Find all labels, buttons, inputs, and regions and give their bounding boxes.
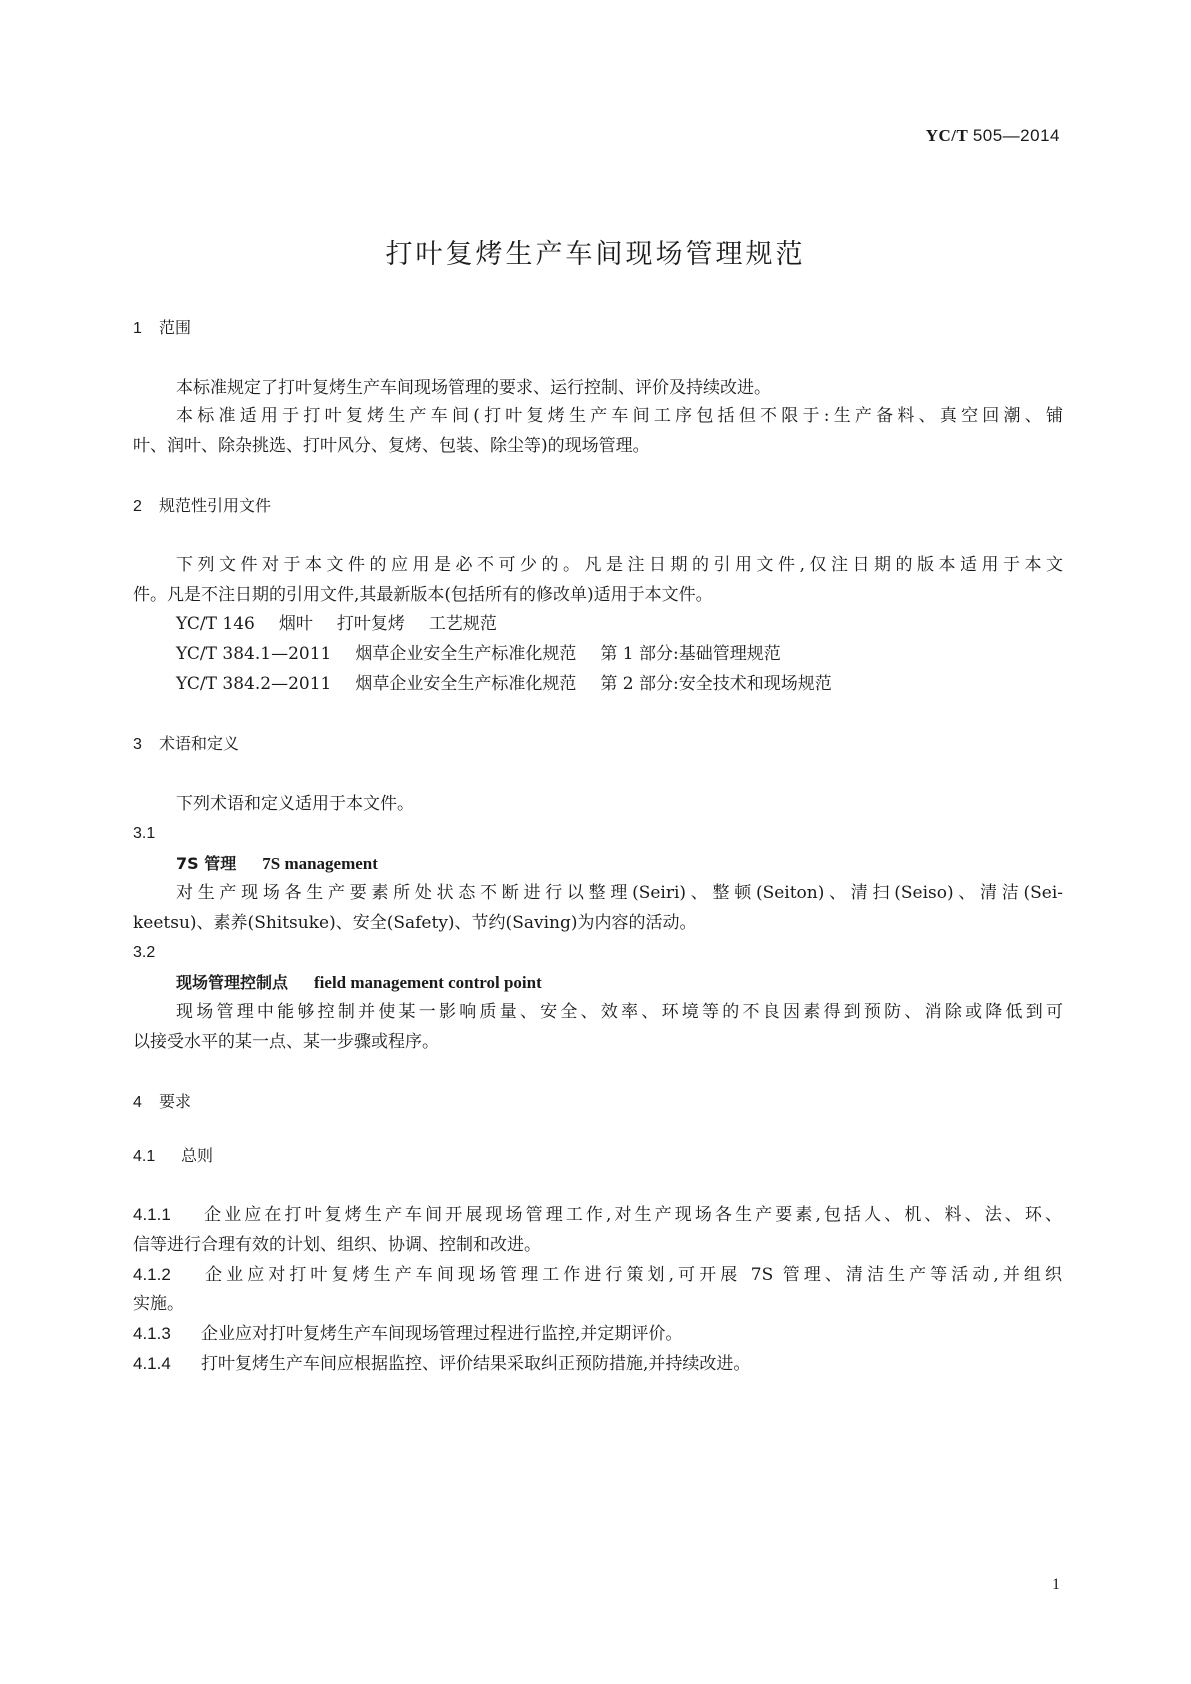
section-number: 4 <box>133 1094 142 1111</box>
paragraph-line: 本标准适用于打叶复烤生产车间(打叶复烤生产车间工序包括但不限于:生产备料、真空回潮、铺 <box>176 406 1063 426</box>
term-definition-line: 现场管理中能够控制并使某一影响质量、安全、效率、环境等的不良因素得到预防、消除或降低到可 <box>176 1002 1063 1022</box>
paragraph-line: 下列文件对于本文件的应用是必不可少的。凡是注日期的引用文件,仅注日期的版本适用于本文 <box>176 555 1063 575</box>
paragraph-line: 叶、润叶、除杂挑选、打叶风分、复烤、包装、除尘等)的现场管理。 <box>133 436 650 456</box>
section-title: 要求 <box>159 1092 192 1111</box>
clause-line: 信等进行合理有效的计划、组织、协调、控制和改进。 <box>133 1235 541 1255</box>
term-heading <box>176 852 378 876</box>
standard-code-prefix: YC/T <box>925 126 969 145</box>
reference-title-part: 烟叶 <box>278 614 313 634</box>
section-title: 规范性引用文件 <box>159 496 272 515</box>
clause-line <box>133 1352 750 1376</box>
subsection-number: 4.1 <box>133 1148 156 1165</box>
standard-code-number: 505—2014 <box>972 126 1060 145</box>
term-number: 3.1 <box>133 825 156 842</box>
subsection-title: 总则 <box>181 1146 214 1165</box>
reference-code: YC/T 384.2—2011 <box>176 674 332 694</box>
section-title: 术语和定义 <box>159 734 240 753</box>
reference-item <box>176 672 832 696</box>
standard-code <box>926 126 1060 146</box>
reference-title-part: 第 1 部分:基础管理规范 <box>600 644 781 664</box>
paragraph: 下列术语和定义适用于本文件。 <box>176 794 414 814</box>
reference-code: YC/T 384.1—2011 <box>176 644 332 664</box>
section-2-heading <box>133 494 271 519</box>
section-1-heading <box>133 316 191 341</box>
clause-line <box>133 1322 682 1346</box>
reference-item <box>176 642 781 666</box>
clause-number: 4.1.4 <box>133 1354 171 1373</box>
reference-code: YC/T 146 <box>176 614 255 634</box>
term-definition-line: keetsu)、素养(Shitsuke)、安全(Safety)、节约(Saving)为内容的活动。 <box>133 913 697 933</box>
clause-text: 企业应在打叶复烤生产车间开展现场管理工作,对生产现场各生产要素,包括人、机、料、法、环、 <box>201 1205 1062 1225</box>
document-title: 打叶复烤生产车间现场管理规范 <box>385 239 806 270</box>
section-number: 3 <box>133 736 142 753</box>
clause-line: 实施。 <box>133 1294 184 1314</box>
term-english: 7S management <box>262 854 378 873</box>
paragraph-line: 件。凡是不注日期的引用文件,其最新版本(包括所有的修改单)适用于本文件。 <box>133 585 713 605</box>
clause-text: 企业应对打叶复烤生产车间现场管理过程进行监控,并定期评价。 <box>201 1324 683 1344</box>
term-definition-line: 以接受水平的某一点、某一步骤或程序。 <box>133 1032 439 1052</box>
term-definition-line: 对生产现场各生产要素所处状态不断进行以整理(Seiri)、整顿(Seiton)、清扫(Seiso)、清洁(Sei- <box>176 883 1063 903</box>
paragraph: 本标准规定了打叶复烤生产车间现场管理的要求、运行控制、评价及持续改进。 <box>176 378 771 398</box>
term-english: field management control point <box>314 973 542 992</box>
term-chinese: 现场管理控制点 <box>176 973 289 992</box>
clause-text: 打叶复烤生产车间应根据监控、评价结果采取纠正预防措施,并持续改进。 <box>201 1354 751 1374</box>
reference-title-part: 烟草企业安全生产标准化规范 <box>355 644 577 664</box>
clause-number: 4.1.2 <box>133 1265 171 1284</box>
reference-item <box>176 612 497 636</box>
term-chinese: 7S 管理 <box>176 854 237 873</box>
reference-title-part: 打叶复烤 <box>336 614 405 634</box>
clause-number: 4.1.3 <box>133 1324 171 1343</box>
term-heading <box>176 971 542 995</box>
section-number: 2 <box>133 498 142 515</box>
page-number: 1 <box>1052 1576 1060 1593</box>
clause-text: 企业应对打叶复烤生产车间现场管理工作进行策划,可开展 7S 管理、清洁生产等活动,并组织 <box>201 1265 1062 1285</box>
term-number: 3.2 <box>133 944 156 961</box>
reference-title-part: 工艺规范 <box>428 614 497 634</box>
clause-number: 4.1.1 <box>133 1205 171 1224</box>
reference-title-part: 烟草企业安全生产标准化规范 <box>355 674 577 694</box>
section-3-heading <box>133 732 239 757</box>
clause-line <box>133 1263 1062 1287</box>
subsection-heading <box>133 1144 213 1169</box>
section-4-heading <box>133 1090 191 1115</box>
clause-line <box>133 1203 1062 1227</box>
section-title: 范围 <box>159 318 192 337</box>
reference-title-part: 第 2 部分:安全技术和现场规范 <box>600 674 832 694</box>
section-number: 1 <box>133 320 142 337</box>
